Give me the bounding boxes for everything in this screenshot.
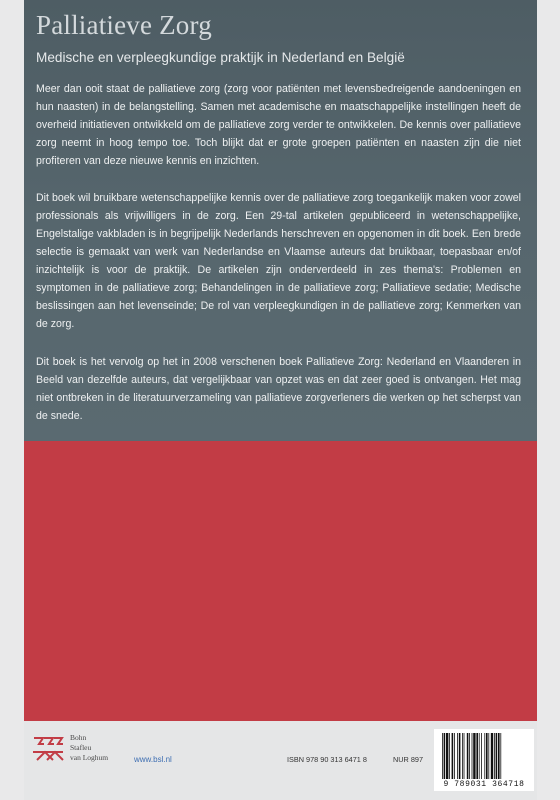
- publisher-website-link[interactable]: www.bsl.nl: [134, 755, 172, 764]
- barcode-bar: [452, 733, 454, 779]
- barcode-bar: [459, 733, 461, 779]
- barcode-bar: [486, 733, 488, 779]
- barcode-bar: [444, 733, 446, 779]
- barcode-bar: [496, 733, 498, 779]
- publisher-strip: [24, 721, 537, 800]
- publisher-name: [70, 733, 108, 763]
- barcode-bar: [446, 733, 448, 779]
- barcode-bar: [481, 733, 482, 779]
- barcode-bar: [467, 733, 469, 779]
- barcode-bar: [469, 733, 470, 779]
- blurb-paragraph-1: Meer dan ooit staat de palliatieve zorg (zorg voor patiënten met levensbedreigende aandoeningen en hun naasten) in de belangstelling. Samen met academische en maatschappelijke instellingen heeft de overheid initiatieven ontwikkeld om de palliatieve zorg verder te ontwikkelen. De kennis over palliatieve zorg neemt in hoog tempo toe. Toch blijkt dat er grote groepen patiënten en naasten zijn die niet profiteren van deze nieuwe kennis en inzichten.: [36, 83, 521, 167]
- barcode-bar: [442, 733, 443, 779]
- barcode-bar: [473, 733, 475, 779]
- blurb-paragraph-3: Dit boek is het vervolg op het in 2008 verschenen boek Palliatieve Zorg: Nederland en Vlaanderen in Beeld van dezelfde auteurs, dat vergelijkbaar van opzet was en dat zeer goed is ontvangen. Het mag niet ontbreken in de literatuurverzameling van palliatieve zorgverleners die werken op het scherpst van de snede.: [36, 356, 521, 422]
- isbn-text: ISBN 978 90 313 6471 8: [287, 755, 367, 764]
- book-title: Palliatieve Zorg: [36, 10, 212, 40]
- barcode-digits: 9 789031 364718: [443, 780, 525, 789]
- publisher-name-line-1: Bohn: [70, 733, 87, 742]
- barcode-bar: [479, 733, 480, 779]
- barcode: [434, 729, 534, 791]
- red-color-block: [24, 441, 537, 721]
- barcode-bar: [491, 733, 493, 779]
- barcode-bar: [484, 733, 485, 779]
- book-subtitle: Medische en verpleegkundige praktijk in Nederland en België: [36, 50, 405, 65]
- text-panel: [24, 0, 537, 441]
- book-back-cover: [24, 0, 537, 800]
- bsl-logo-icon: [31, 733, 65, 765]
- publisher-name-line-2: Stafleu: [70, 743, 92, 752]
- barcode-bar: [449, 733, 450, 779]
- barcode-bar: [464, 733, 465, 779]
- publisher-name-line-3: van Loghum: [70, 753, 109, 762]
- barcode-bar: [457, 733, 458, 779]
- barcode-bar: [472, 733, 473, 779]
- barcode-bar: [462, 733, 463, 779]
- barcode-bar: [476, 733, 478, 779]
- barcode-bar: [454, 733, 455, 779]
- barcode-bar: [498, 733, 500, 779]
- barcode-bar: [488, 733, 489, 779]
- nur-code: NUR 897: [393, 755, 424, 764]
- barcode-bar: [494, 733, 495, 779]
- barcode-bar: [500, 733, 501, 779]
- blurb-paragraph-2: Dit boek wil bruikbare wetenschappelijke kennis over de palliatieve zorg toegankelijk maken voor zowel professionals als vrijwilligers in de zorg. Een 29-tal artikelen gepubliceerd in wetenschappelijke, Engelstalige vakbladen is in begrijpelijk Nederlands herschreven en opgenomen in dit boek. Een brede selectie is gemaakt van werk van Nederlandse en Vlaamse auteurs dat bruikbaar, toepasbaar en/of inzichtelijk is voor de praktijk. De artikelen zijn onderverdeeld in zes thema's: Problemen en symptomen in de palliatieve zorg; Behandelingen in de palliatieve zorg; Palliatieve sedatie; Medische beslissingen aan het levenseinde; De rol van verpleegkundigen in de palliatieve zorg; Kenmerken van de zorg.: [36, 192, 521, 330]
